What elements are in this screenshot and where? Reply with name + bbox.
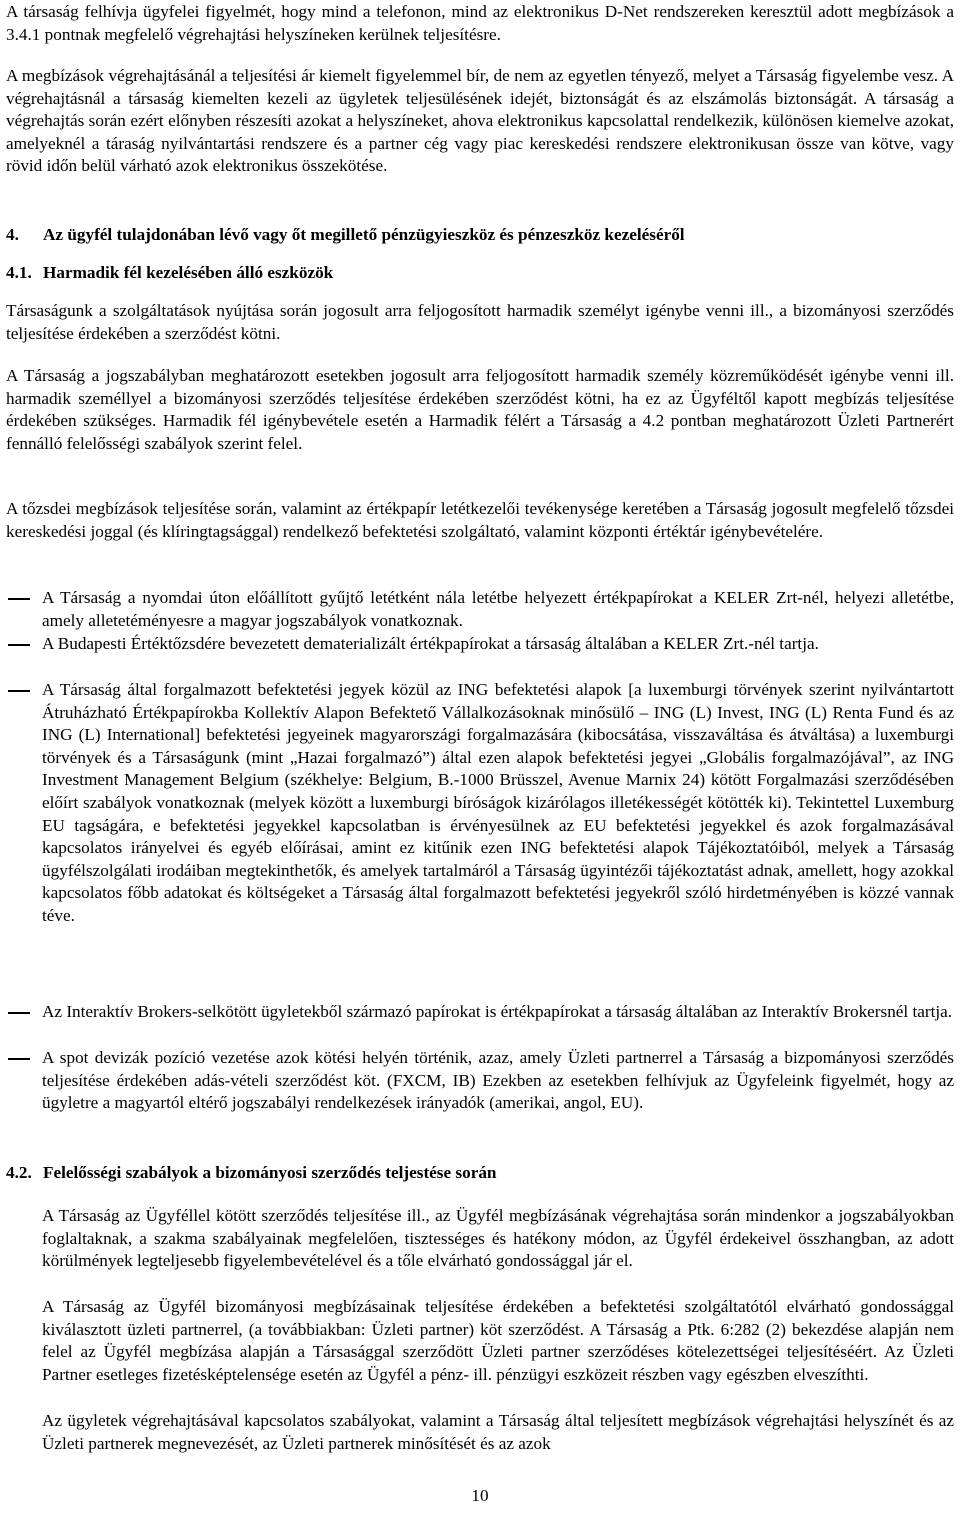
section-heading-4-1 <box>6 262 333 285</box>
page-number: 10 <box>471 1486 489 1505</box>
paragraph-business-partner: A Társaság az Ügyfél bizományosi megbízásainak teljesítése érdekében a befektetési szolgáltatótól elvárható gondossággal kiválasztott üzleti partnerrel, (a továbbiakban: Üzleti partner) köt szerződést. A Társaság a Ptk. 6:282 (2) bekezdése alapján nem felel az Ügyfél megbízása alapján a Társasággal szerződött Üzleti partner szerződéses kötelezettségei teljesítéséért. Az Üzleti Partner esetleges fizetésképtelensége esetén az Ügyfél a pénz- ill. pénzügyi eszközeit részben vagy egészben elveszíthti. <box>42 1297 954 1384</box>
paragraph-intro: A társaság felhívja ügyfelei figyelmét, hogy mind a telefonon, mind az elektronikus D-Net rendszereken keresztül adott megbízások a 3.4.1 pontnak megfelelő végrehajtási helyszíneken kerülnek teljesítésre. <box>6 2 954 44</box>
list-item: A Budapesti Értéktőzsdére bevezetett dematerializált értékpapírokat a társaság általában a KELER Zrt.-nél tartja. <box>42 634 819 653</box>
section-number: 4.2. <box>6 1163 32 1182</box>
list-dash-icon <box>8 1058 30 1060</box>
section-title: Felelősségi szabályok a bizományosi szerződés teljestése során <box>43 1163 497 1182</box>
section-number: 4.1. <box>6 263 32 282</box>
list-dash-icon <box>8 598 30 600</box>
list-dash-icon <box>8 1012 30 1014</box>
paragraph-third-party: Társaságunk a szolgáltatások nyújtása során jogosult arra feljogosított harmadik személyt igénybe venni ill., a bizományosi szerződés teljesítése érdekében a szerződést kötni. <box>6 301 954 343</box>
list-dash-icon <box>8 644 30 646</box>
list-item: A Társaság a nyomdai úton előállított gyűjtő letétként nála letétbe helyezett értékpapírokat a KELER Zrt-nél, helyezi alletétbe, amely alletetéményesre a magyar jogszabályok vonatkoznak. <box>42 588 954 630</box>
section-number: 4. <box>6 225 19 244</box>
section-title: Az ügyfél tulajdonában lévő vagy őt megillető pénzügyieszköz és pénzeszköz kezeléséről <box>43 225 685 244</box>
paragraph-execution-rules: Az ügyletek végrehajtásával kapcsolatos szabályokat, valamint a Társaság által teljesített megbízások végrehajtási helyszínét és az Üzleti partnerek megnevezését, az Üzleti partnerek minősítését és az azok <box>42 1411 954 1453</box>
paragraph-execution: A megbízások végrehajtásánál a teljesítési ár kiemelt figyelemmel bír, de nem az egyetlen tényező, melyet a Társaság figyelembe vesz. A végrehajtásnál a társaság kiemelten kezeli az ügyletek teljesülésének idejét, biztonságát és az elszámolás biztonságát. A társaság a végrehajtás során ezért előnyben részesíti azokat a helyszíneket, ahova elektronikus kapcsolattal rendelkezik, különösen kiemelve azokat, amelyeknél a táraság nyilvántartási rendszere és a partner cég vagy piac kereskedési rendszere elektronikusan össze van kötve, vagy rövid időn belül várható azok elektronikus összekötése. <box>6 66 954 176</box>
paragraph-stock-exchange: A tőzsdei megbízások teljesítése során, valamint az értékpapír letétkezelői tevékenysége keretében a Társaság jogosult megfelelő tőzsdei kereskedési joggal (és klíringtagsággal) rendelkező befektetési szolgáltató, valamint központi értéktár igénybevételére. <box>6 499 954 541</box>
paragraph-legal-cases: A Társaság a jogszabályban meghatározott esetekben jogosult arra feljogosított harmadik személy közreműködését igénybe venni ill. harmadik személlyel a bizományosi szerződés teljesítése érdekében szerződést kötni, ha ez az Ügyféltől kapott megbízás teljesítése érdekében szükséges. Harmadik fél igénybevétele esetén a Harmadik félért a Társaság a 4.2 pontban meghatározott Üzleti Partnerért fennálló felelősségi szabályok szerint felel. <box>6 366 954 453</box>
section-title: Harmadik fél kezelésében álló eszközök <box>43 263 334 282</box>
list-item: A spot devizák pozíció vezetése azok kötési helyén történik, azaz, amely Üzleti partnerrel a Társaság a bizpományosi szerződés teljesítése érdekében adás-vételi szerződést köt. (FXCM, IB) Ezekben az esetekben felhívjuk az Ügyfeleink figyelmét, hogy az ügyletre a magyartól eltérő jogszabályi rendelkezések irányadók (amerikai, angol, EU). <box>42 1048 954 1113</box>
section-heading-4-2 <box>6 1162 497 1185</box>
list-item: A Társaság által forgalmazott befektetési jegyek közül az ING befektetési alapok [a luxemburgi törvények szerint nyilvántartott Átruházható Értékpapírokba Kollektív Alapon Befektető Vállalkozásoknak minősülő – ING (L) Invest, ING (L) Renta Fund és az ING (L) International] befektetési jegyeinek magyarországi forgalmazására (kibocsátása, visszaváltása és átváltása) a luxemburgi törvények és a Társaságunk (mint „Hazai forgalmazó”) által ezen alapok befektetési jegyei „Globális forgalmazójával”, az ING Investment Management Belgium (székhelye: Belgium, B.-1000 Brüsszel, Avenue Marnix 24) kötött Forgalmazási szerződésében előírt szabályok vonatkoznak (melyek között a luxemburgi bíróságok kizárólagos illetékességét kötötték ki). Tekintettel Luxemburg EU tagságára, e befektetési jegyekkel kapcsolatban is érvényesülnek az EU befektetési jegyekkel és azok forgalmazásával kapcsolatos irányelvei és egyéb előírásai, amint ez kitűnik ezen ING befektetési alapok Tájékoztatóiból, melyek a Társaság ügyfélszolgálati irodáiban megtekinthetők, és amelyek tartalmáról a Társaság ügyintézői tájékoztatást adnak, amellett, hogy azokkal kapcsolatos főbb adatokat és költségeket a Társaság által forgalmazott befektetési jegyekről szóló hirdetményében is közzé vannak téve. <box>42 680 954 925</box>
paragraph-liability: A Társaság az Ügyféllel kötött szerződés teljesítése ill., az Ügyfél megbízásának végrehajtása során mindenkor a jogszabályokban foglaltaknak, a szakma szabályainak megfelelően, tisztességes és hatékony módon, az Ügyfél érdekeivel összhangban, az adott körülmények legteljesebb figyelembevételével és a tőle elvárható gondossággal jár el. <box>42 1206 954 1271</box>
list-dash-icon <box>8 690 30 692</box>
list-item: Az Interaktív Brokers-selkötött ügyletekből származó papírokat is értékpapírokat a társaság általában az Interaktív Brokersnél tartja. <box>42 1002 953 1021</box>
section-heading-4 <box>6 224 685 247</box>
